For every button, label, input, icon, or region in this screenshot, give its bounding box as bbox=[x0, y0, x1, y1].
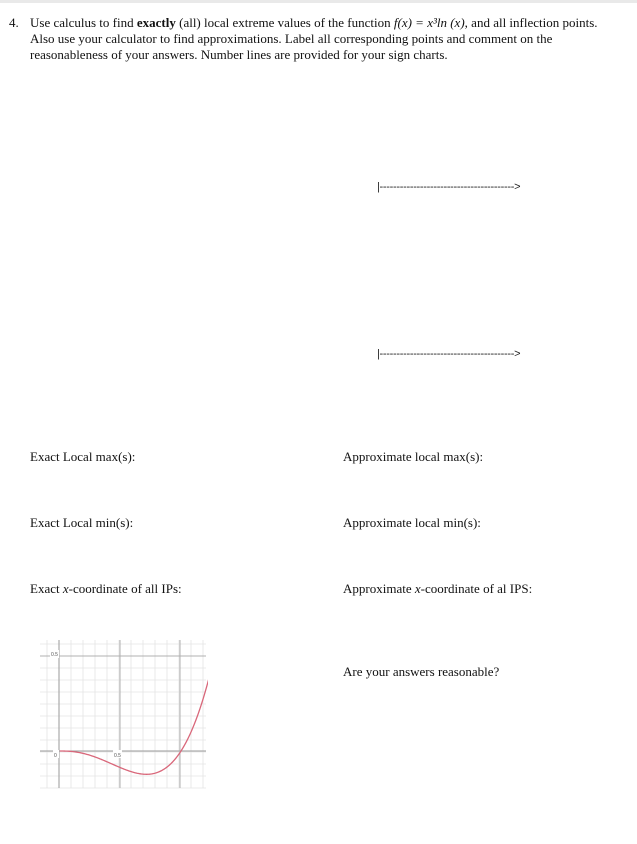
approx-ip-variable: x bbox=[414, 581, 421, 596]
number-line-second-derivative: |----------------------------------------> bbox=[377, 348, 521, 360]
function-graph bbox=[40, 640, 208, 790]
number-line-first-derivative: |----------------------------------------> bbox=[377, 181, 521, 193]
approx-ip-prefix: Approximate bbox=[343, 581, 415, 596]
exact-ip-variable: x bbox=[62, 581, 69, 596]
problem-text-post: , and all inflection points. Also use your calculator to find approximations. Label all corresponding points and comment on the reasonableness of your answers. Number lines are provided for your sign charts. bbox=[30, 15, 598, 62]
exact-ip-prefix: Exact bbox=[30, 581, 63, 596]
problem-text-pre: Use calculus to find bbox=[30, 15, 137, 30]
exact-local-min-label: Exact Local min(s): bbox=[30, 515, 134, 530]
approx-local-min-label: Approximate local min(s): bbox=[343, 515, 481, 530]
problem-body bbox=[30, 15, 621, 63]
graph-curve bbox=[60, 668, 208, 775]
approx-local-max-label: Approximate local max(s): bbox=[343, 449, 484, 464]
problem-statement bbox=[9, 15, 621, 63]
problem-text-bold: exactly bbox=[136, 15, 176, 30]
page-top-rule bbox=[0, 0, 637, 3]
reasonableness-question: Are your answers reasonable? bbox=[343, 664, 500, 679]
graph-grid bbox=[40, 640, 206, 788]
exact-ip-label bbox=[30, 581, 182, 597]
graph-tick-x-mid: 0.5 bbox=[114, 753, 121, 759]
approx-ip-label bbox=[343, 581, 532, 597]
exact-ip-suffix: -coordinate of all IPs: bbox=[68, 581, 182, 596]
approx-ip-suffix: -coordinate of al IPS: bbox=[420, 581, 533, 596]
graph-tick-origin: 0 bbox=[54, 753, 57, 759]
problem-number: 4. bbox=[9, 15, 19, 30]
function-expression: f(x) = x³ln (x) bbox=[393, 15, 465, 30]
graph-tick-y-top: 0.5 bbox=[51, 652, 58, 658]
exact-local-max-label: Exact Local max(s): bbox=[30, 449, 136, 464]
problem-text-mid: (all) local extreme values of the function bbox=[175, 15, 394, 30]
